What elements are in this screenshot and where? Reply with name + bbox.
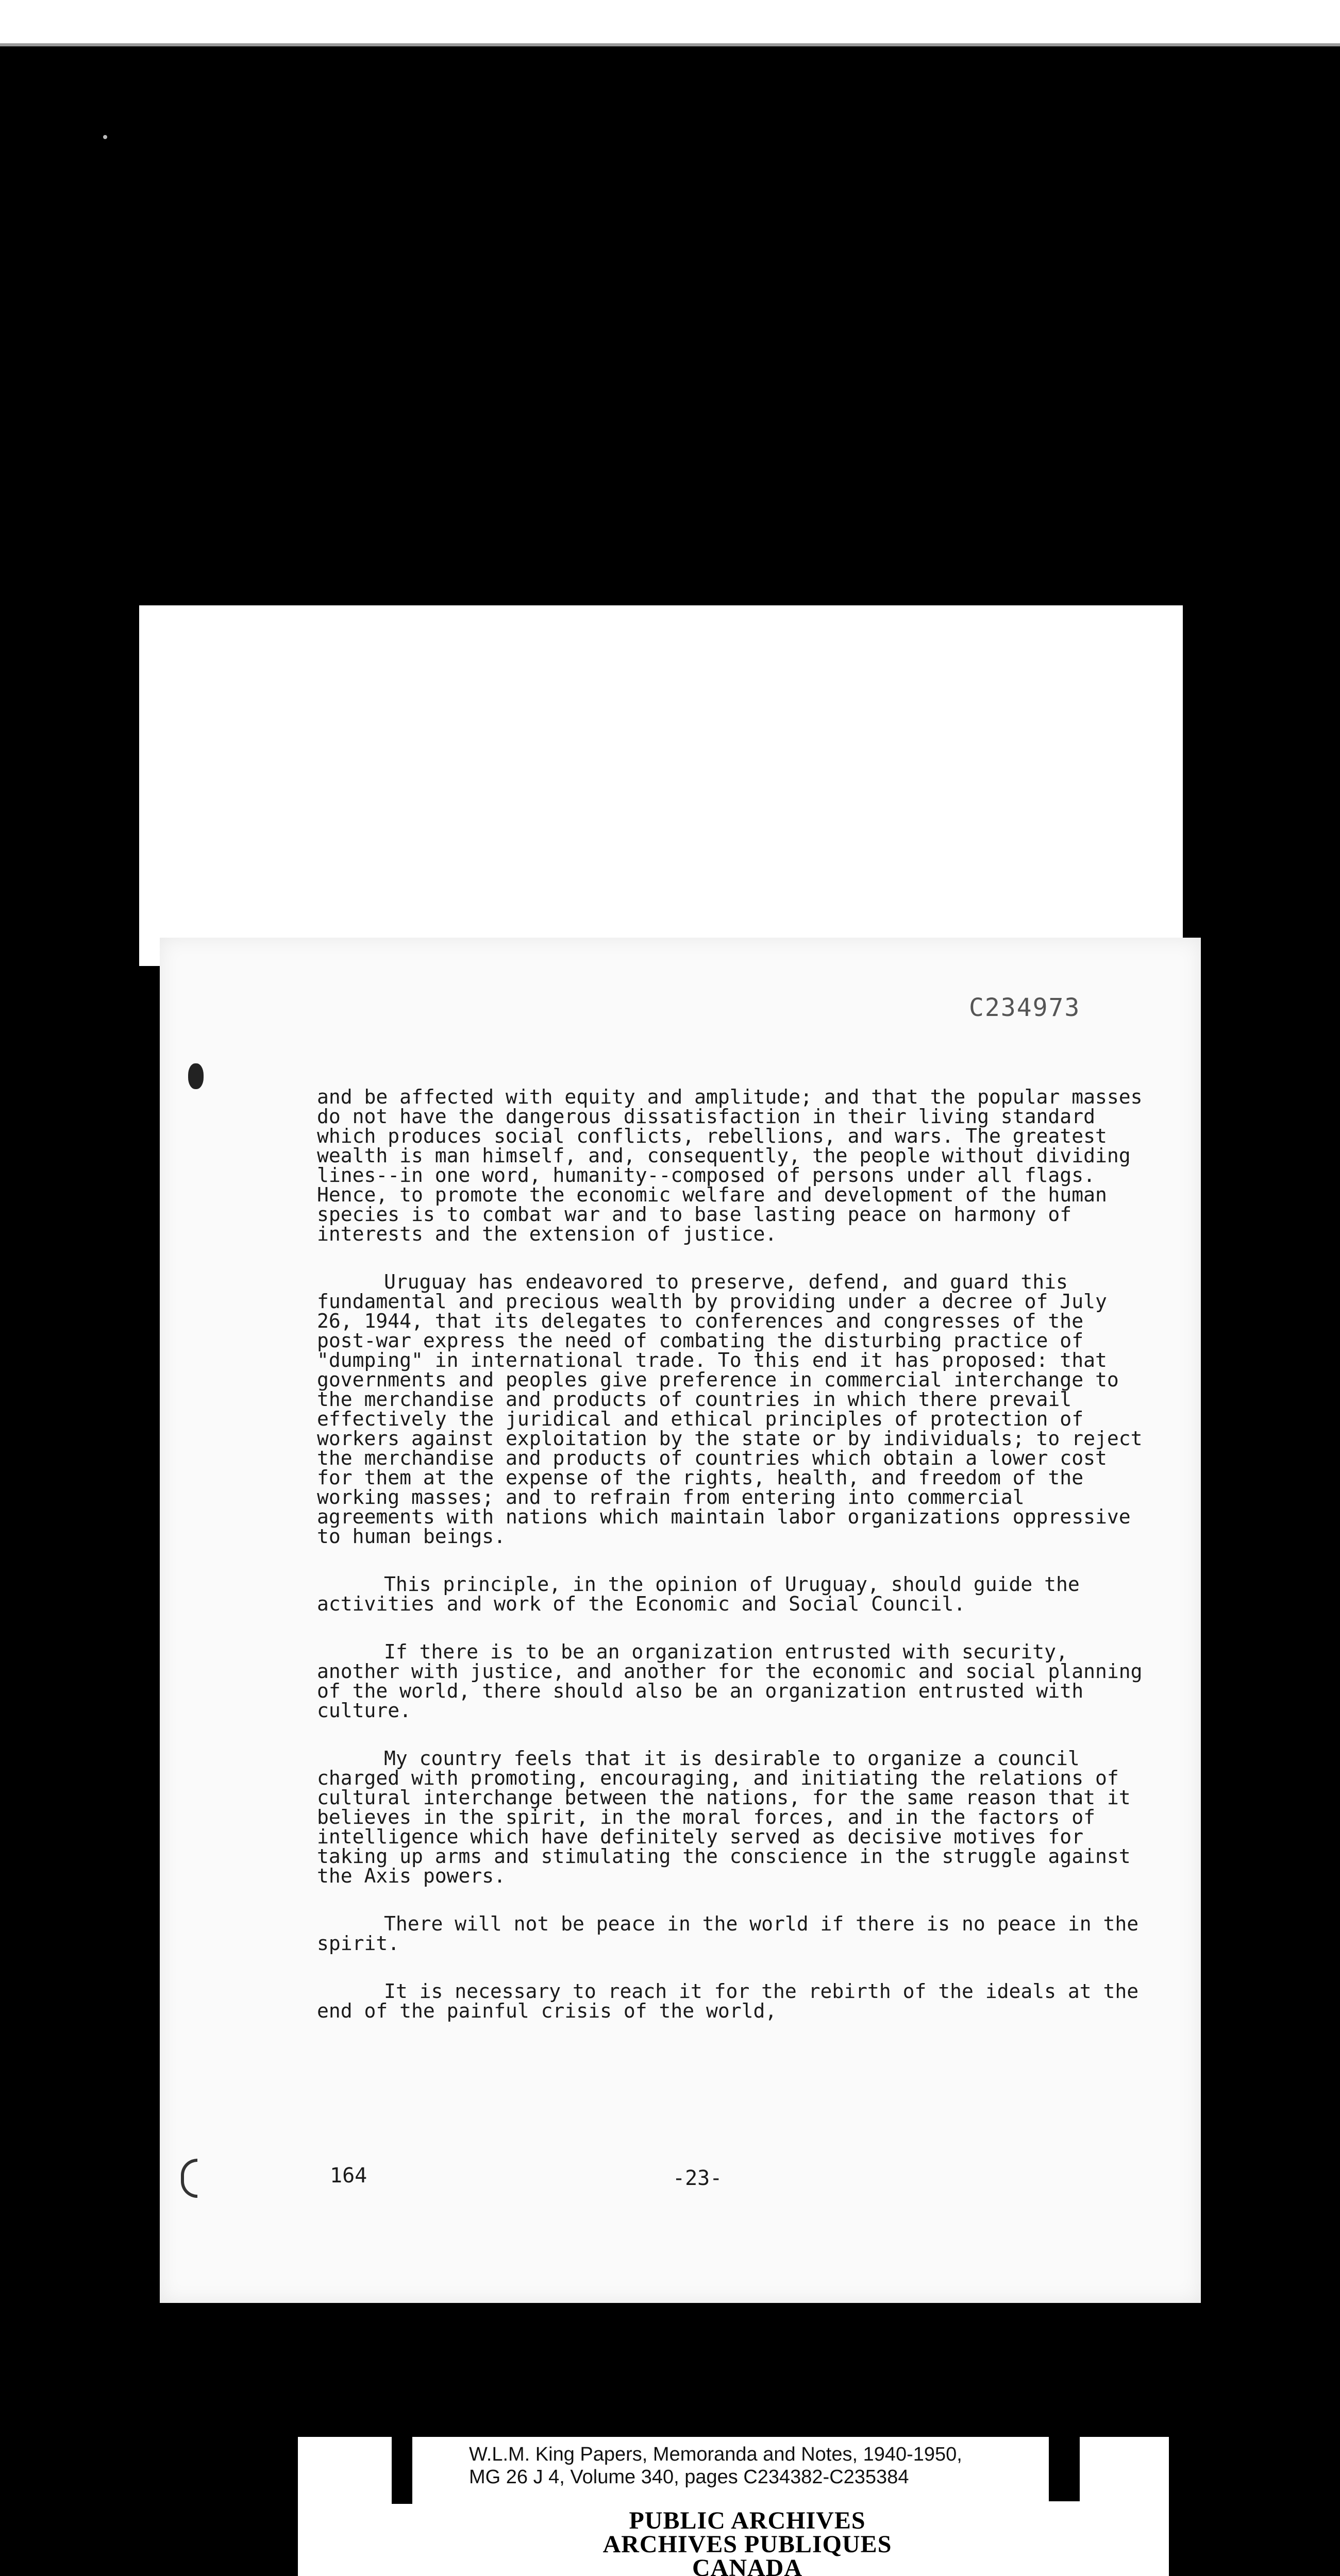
dust-speck [103, 135, 107, 139]
seal-line: CANADA [692, 2554, 802, 2576]
stamp-bar [392, 2437, 412, 2504]
paragraph: and be affected with equity and amplitude; and that the popular masses do not have the dangerous dissatisfaction in their living standard which produces social conflicts, rebellions, and wars. The greatest wealth is man himself, and, consequently, the people without dividing lines--in one word, humanity--composed of persons under all flags. Hence, to promote the economic welfare and development of the human species is to combat war and to base lasting peace on harmony of interests and the extension of justice. [317, 1086, 1143, 1245]
seal-line: PUBLIC ARCHIVES [629, 2507, 866, 2534]
archives-seal [515, 2509, 979, 2576]
stamp-bar [1049, 2437, 1080, 2501]
top-film-edge [0, 0, 1340, 46]
file-number: C234973 [969, 993, 1081, 1022]
document-page [160, 938, 1201, 2303]
paragraph: It is necessary to reach it for the rebirth of the ideals at the end of the painful crisis of the world, [317, 1980, 1139, 2022]
citation-line: MG 26 J 4, Volume 340, pages C234382-C235384 [469, 2466, 909, 2488]
paragraph: If there is to be an organization entrusted with security, another with justice, and another for the economic and social planning of the world, there should also be an organization entrusted with culture. [317, 1640, 1143, 1722]
paragraph: My country feels that it is desirable to organize a council charged with promoting, encouraging, and initiating the relations of cultural interchange between the nations, for the same reason that it believes in the spirit, in the moral forces, and in the factors of intelligence which have definitely served as decisive motives for taking up arms and stimulating the conscience in the struggle against the Axis powers. [317, 1747, 1131, 1887]
page-number-center: -23- [673, 2166, 723, 2190]
citation-line: W.L.M. King Papers, Memoranda and Notes, 1940-1950, [469, 2444, 962, 2465]
archive-citation [469, 2443, 962, 2488]
punch-hole [181, 2159, 197, 2198]
paragraph: This principle, in the opinion of Uruguay, should guide the activities and work of the Economic and Social Council. [317, 1573, 1080, 1615]
paragraph: Uruguay has endeavored to preserve, defend, and guard this fundamental and precious wealth by providing under a decree of July 26, 1944, that its delegates to conferences and congresses of the post-war express the need of combating the disturbing practice of "dumping" in international trade. To this end it has proposed: that governments and peoples give preference in commercial interchange to the merchandise and products of countries in which there prevail effectively the juridical and ethical principles of protection of workers against exploitation by the state or by individuals; to reject the merchandise and products of countries which obtain a lower cost for them at the expense of the rights, health, and freedom of the working masses; and to refrain from entering into commercial agreements with nations which maintain labor organizations oppressive to human beings. [317, 1270, 1143, 1548]
document-body [317, 1087, 1147, 2049]
paragraph: There will not be peace in the world if there is no peace in the spirit. [317, 1912, 1139, 1955]
page-number-left: 164 [330, 2164, 367, 2188]
seal-line: ARCHIVES PUBLIQUES [602, 2531, 892, 2558]
punch-hole [188, 1063, 204, 1089]
back-sheet [139, 605, 1183, 966]
